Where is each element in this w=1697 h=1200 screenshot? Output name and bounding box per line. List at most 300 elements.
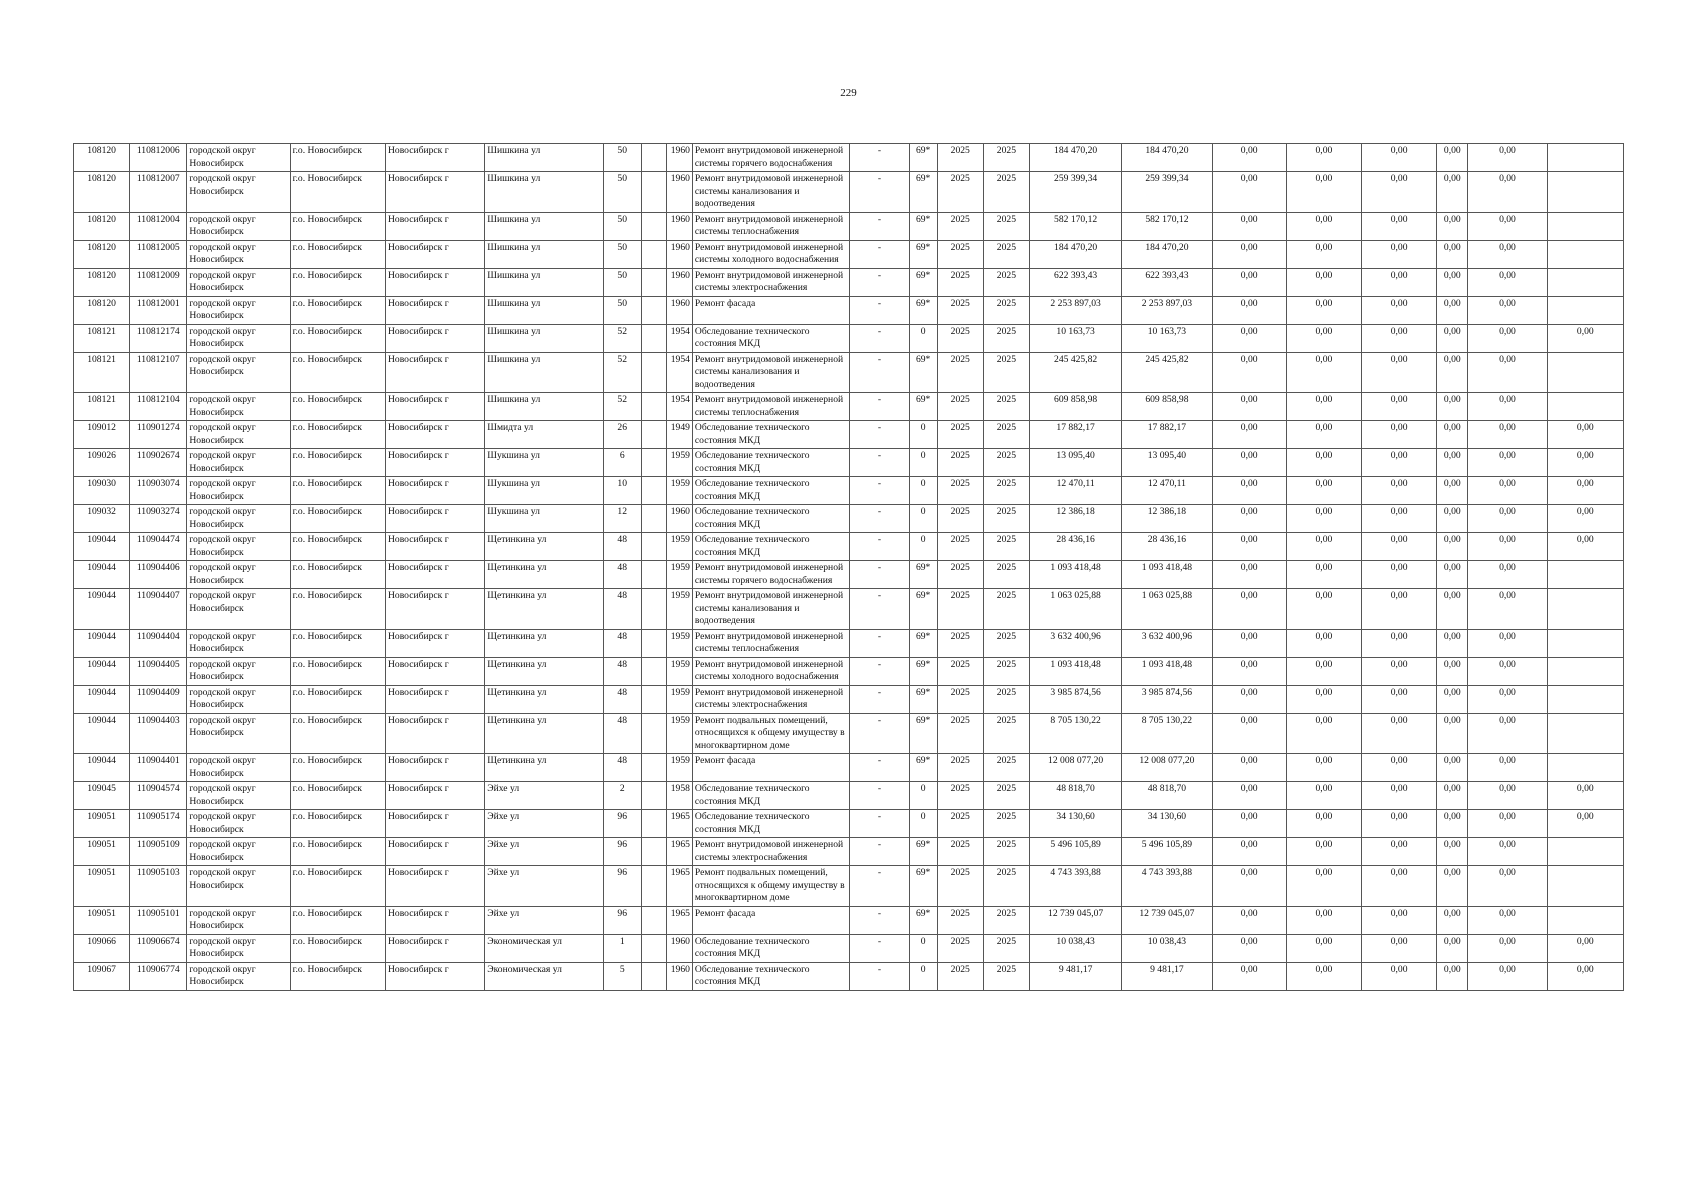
cell-district: г.о. Новосибирск xyxy=(290,589,385,630)
cell-dash-cell: - xyxy=(850,268,909,296)
cell-municipality: городской округ Новосибирск xyxy=(187,324,290,352)
cell-fund-cost: 34 130,60 xyxy=(1122,810,1212,838)
cell-municipality: городской округ Новосибирск xyxy=(187,962,290,990)
cell-house-id: 108120 xyxy=(74,240,130,268)
cell-other-funds: 0,00 xyxy=(1468,324,1547,352)
cell-regional-funds: 0,00 xyxy=(1286,906,1361,934)
cell-settlement: Новосибирск г xyxy=(385,324,484,352)
cell-other-funds: 0,00 xyxy=(1468,144,1547,172)
cell-local-funds: 0,00 xyxy=(1362,505,1437,533)
table-row xyxy=(74,589,1624,630)
cell-house-id: 109051 xyxy=(74,906,130,934)
cell-year-built: 1960 xyxy=(666,172,692,213)
cell-building xyxy=(641,324,666,352)
cell-work-id: 110906774 xyxy=(130,962,187,990)
cell-dash-cell: - xyxy=(850,449,909,477)
cell-house-id: 109044 xyxy=(74,561,130,589)
cell-settlement: Новосибирск г xyxy=(385,838,484,866)
cell-other-funds: 0,00 xyxy=(1468,533,1547,561)
cell-federal-funds: 0,00 xyxy=(1212,713,1286,754)
cell-street: Эйхе ул xyxy=(485,782,603,810)
cell-total-cost: 1 063 025,88 xyxy=(1029,589,1121,630)
cell-end-year: 2025 xyxy=(983,324,1029,352)
cell-federal-funds: 0,00 xyxy=(1212,754,1286,782)
cell-house-number: 48 xyxy=(603,657,641,685)
cell-municipality: городской округ Новосибирск xyxy=(187,421,290,449)
cell-district: г.о. Новосибирск xyxy=(290,838,385,866)
cell-work-id: 110812107 xyxy=(130,352,187,393)
table-row xyxy=(74,906,1624,934)
cell-house-number: 52 xyxy=(603,352,641,393)
cell-dash-cell: - xyxy=(850,810,909,838)
cell-other-funds: 0,00 xyxy=(1468,629,1547,657)
cell-start-year: 2025 xyxy=(937,962,983,990)
cell-fund-cost: 10 163,73 xyxy=(1122,324,1212,352)
cell-house-id: 109044 xyxy=(74,589,130,630)
cell-municipality: городской округ Новосибирск xyxy=(187,533,290,561)
cell-extra-funds xyxy=(1547,754,1623,782)
cell-local-funds: 0,00 xyxy=(1362,172,1437,213)
cell-year-built: 1959 xyxy=(666,589,692,630)
cell-dash-cell: - xyxy=(850,754,909,782)
cell-year-built: 1959 xyxy=(666,561,692,589)
cell-regional-funds: 0,00 xyxy=(1286,589,1361,630)
table-row xyxy=(74,324,1624,352)
cell-municipality: городской округ Новосибирск xyxy=(187,838,290,866)
cell-wear-percent: 69* xyxy=(909,393,937,421)
cell-wear-percent: 69* xyxy=(909,866,937,907)
cell-settlement: Новосибирск г xyxy=(385,212,484,240)
cell-local-funds: 0,00 xyxy=(1362,866,1437,907)
cell-street: Шукшина ул xyxy=(485,477,603,505)
cell-other-funds: 0,00 xyxy=(1468,421,1547,449)
cell-local-funds: 0,00 xyxy=(1362,838,1437,866)
cell-work-type: Обследование технического состояния МКД xyxy=(692,477,850,505)
cell-start-year: 2025 xyxy=(937,505,983,533)
cell-municipality: городской округ Новосибирск xyxy=(187,934,290,962)
cell-building xyxy=(641,962,666,990)
cell-building xyxy=(641,240,666,268)
cell-work-id: 110904401 xyxy=(130,754,187,782)
cell-dash-cell: - xyxy=(850,144,909,172)
cell-federal-funds: 0,00 xyxy=(1212,657,1286,685)
cell-dash-cell: - xyxy=(850,533,909,561)
cell-extra-funds xyxy=(1547,144,1623,172)
cell-start-year: 2025 xyxy=(937,810,983,838)
cell-work-type: Ремонт внутридомовой инженерной системы холодного водоснабжения xyxy=(692,657,850,685)
cell-work-id: 110904403 xyxy=(130,713,187,754)
cell-dash-cell: - xyxy=(850,589,909,630)
cell-building xyxy=(641,629,666,657)
cell-street: Шукшина ул xyxy=(485,505,603,533)
cell-dash-cell: - xyxy=(850,934,909,962)
cell-work-id: 110904404 xyxy=(130,629,187,657)
cell-extra-funds: 0,00 xyxy=(1547,782,1623,810)
cell-end-year: 2025 xyxy=(983,240,1029,268)
cell-house-id: 109051 xyxy=(74,810,130,838)
cell-district: г.о. Новосибирск xyxy=(290,533,385,561)
cell-municipality: городской округ Новосибирск xyxy=(187,810,290,838)
cell-other-funds: 0,00 xyxy=(1468,449,1547,477)
cell-house-number: 96 xyxy=(603,866,641,907)
cell-other-funds: 0,00 xyxy=(1468,268,1547,296)
cell-settlement: Новосибирск г xyxy=(385,657,484,685)
cell-extra-funds xyxy=(1547,212,1623,240)
cell-settlement: Новосибирск г xyxy=(385,172,484,213)
cell-end-year: 2025 xyxy=(983,212,1029,240)
cell-settlement: Новосибирск г xyxy=(385,866,484,907)
cell-house-number: 50 xyxy=(603,240,641,268)
cell-street: Шишкина ул xyxy=(485,172,603,213)
cell-building xyxy=(641,713,666,754)
cell-owners-funds: 0,00 xyxy=(1437,657,1468,685)
cell-dash-cell: - xyxy=(850,393,909,421)
cell-house-id: 109051 xyxy=(74,838,130,866)
cell-settlement: Новосибирск г xyxy=(385,589,484,630)
cell-fund-cost: 1 093 418,48 xyxy=(1122,657,1212,685)
cell-total-cost: 8 705 130,22 xyxy=(1029,713,1121,754)
cell-owners-funds: 0,00 xyxy=(1437,838,1468,866)
cell-settlement: Новосибирск г xyxy=(385,240,484,268)
cell-other-funds: 0,00 xyxy=(1468,810,1547,838)
cell-total-cost: 10 038,43 xyxy=(1029,934,1121,962)
cell-municipality: городской округ Новосибирск xyxy=(187,561,290,589)
cell-federal-funds: 0,00 xyxy=(1212,561,1286,589)
cell-year-built: 1959 xyxy=(666,657,692,685)
table-row xyxy=(74,421,1624,449)
cell-extra-funds xyxy=(1547,838,1623,866)
cell-house-number: 5 xyxy=(603,962,641,990)
cell-year-built: 1965 xyxy=(666,906,692,934)
cell-year-built: 1960 xyxy=(666,962,692,990)
cell-other-funds: 0,00 xyxy=(1468,838,1547,866)
cell-district: г.о. Новосибирск xyxy=(290,296,385,324)
cell-work-id: 110905101 xyxy=(130,906,187,934)
cell-district: г.о. Новосибирск xyxy=(290,561,385,589)
cell-regional-funds: 0,00 xyxy=(1286,561,1361,589)
cell-work-id: 110904474 xyxy=(130,533,187,561)
cell-house-number: 52 xyxy=(603,393,641,421)
cell-extra-funds xyxy=(1547,561,1623,589)
cell-other-funds: 0,00 xyxy=(1468,212,1547,240)
cell-other-funds: 0,00 xyxy=(1468,172,1547,213)
cell-district: г.о. Новосибирск xyxy=(290,657,385,685)
cell-work-type: Ремонт внутридомовой инженерной системы электроснабжения xyxy=(692,685,850,713)
cell-work-type: Ремонт внутридомовой инженерной системы электроснабжения xyxy=(692,268,850,296)
cell-end-year: 2025 xyxy=(983,393,1029,421)
cell-settlement: Новосибирск г xyxy=(385,352,484,393)
cell-start-year: 2025 xyxy=(937,449,983,477)
cell-regional-funds: 0,00 xyxy=(1286,533,1361,561)
cell-regional-funds: 0,00 xyxy=(1286,477,1361,505)
cell-extra-funds xyxy=(1547,352,1623,393)
cell-year-built: 1954 xyxy=(666,352,692,393)
cell-federal-funds: 0,00 xyxy=(1212,449,1286,477)
cell-fund-cost: 245 425,82 xyxy=(1122,352,1212,393)
cell-extra-funds: 0,00 xyxy=(1547,533,1623,561)
cell-other-funds: 0,00 xyxy=(1468,962,1547,990)
cell-work-type: Ремонт фасада xyxy=(692,906,850,934)
cell-district: г.о. Новосибирск xyxy=(290,810,385,838)
cell-federal-funds: 0,00 xyxy=(1212,352,1286,393)
cell-end-year: 2025 xyxy=(983,713,1029,754)
cell-federal-funds: 0,00 xyxy=(1212,589,1286,630)
cell-owners-funds: 0,00 xyxy=(1437,449,1468,477)
cell-work-id: 110812009 xyxy=(130,268,187,296)
cell-work-id: 110901274 xyxy=(130,421,187,449)
cell-district: г.о. Новосибирск xyxy=(290,866,385,907)
cell-district: г.о. Новосибирск xyxy=(290,477,385,505)
cell-building xyxy=(641,934,666,962)
cell-extra-funds xyxy=(1547,393,1623,421)
table-row xyxy=(74,393,1624,421)
cell-work-type: Обследование технического состояния МКД xyxy=(692,934,850,962)
cell-total-cost: 2 253 897,03 xyxy=(1029,296,1121,324)
table-row xyxy=(74,212,1624,240)
cell-building xyxy=(641,477,666,505)
cell-work-type: Ремонт внутридомовой инженерной системы электроснабжения xyxy=(692,838,850,866)
cell-local-funds: 0,00 xyxy=(1362,934,1437,962)
cell-federal-funds: 0,00 xyxy=(1212,810,1286,838)
registry-table xyxy=(73,143,1624,991)
cell-street: Щетинкина ул xyxy=(485,629,603,657)
cell-start-year: 2025 xyxy=(937,906,983,934)
cell-year-built: 1959 xyxy=(666,629,692,657)
cell-federal-funds: 0,00 xyxy=(1212,296,1286,324)
cell-dash-cell: - xyxy=(850,505,909,533)
cell-municipality: городской округ Новосибирск xyxy=(187,296,290,324)
cell-dash-cell: - xyxy=(850,713,909,754)
cell-federal-funds: 0,00 xyxy=(1212,934,1286,962)
cell-settlement: Новосибирск г xyxy=(385,449,484,477)
cell-settlement: Новосибирск г xyxy=(385,505,484,533)
cell-start-year: 2025 xyxy=(937,212,983,240)
cell-owners-funds: 0,00 xyxy=(1437,172,1468,213)
cell-house-id: 108121 xyxy=(74,324,130,352)
cell-work-id: 110904574 xyxy=(130,782,187,810)
cell-end-year: 2025 xyxy=(983,866,1029,907)
cell-start-year: 2025 xyxy=(937,268,983,296)
cell-other-funds: 0,00 xyxy=(1468,866,1547,907)
cell-house-number: 48 xyxy=(603,561,641,589)
cell-extra-funds: 0,00 xyxy=(1547,934,1623,962)
table-row xyxy=(74,561,1624,589)
cell-federal-funds: 0,00 xyxy=(1212,962,1286,990)
cell-year-built: 1959 xyxy=(666,754,692,782)
cell-owners-funds: 0,00 xyxy=(1437,962,1468,990)
cell-wear-percent: 69* xyxy=(909,629,937,657)
cell-house-id: 108120 xyxy=(74,144,130,172)
cell-start-year: 2025 xyxy=(937,713,983,754)
cell-district: г.о. Новосибирск xyxy=(290,393,385,421)
cell-street: Шишкина ул xyxy=(485,393,603,421)
cell-work-id: 110905103 xyxy=(130,866,187,907)
cell-regional-funds: 0,00 xyxy=(1286,838,1361,866)
cell-regional-funds: 0,00 xyxy=(1286,324,1361,352)
cell-local-funds: 0,00 xyxy=(1362,561,1437,589)
cell-extra-funds: 0,00 xyxy=(1547,477,1623,505)
cell-work-type: Ремонт внутридомовой инженерной системы канализования и водоотведения xyxy=(692,172,850,213)
cell-district: г.о. Новосибирск xyxy=(290,268,385,296)
cell-owners-funds: 0,00 xyxy=(1437,934,1468,962)
cell-year-built: 1965 xyxy=(666,866,692,907)
cell-total-cost: 12 470,11 xyxy=(1029,477,1121,505)
cell-extra-funds xyxy=(1547,629,1623,657)
cell-federal-funds: 0,00 xyxy=(1212,477,1286,505)
cell-other-funds: 0,00 xyxy=(1468,782,1547,810)
cell-municipality: городской округ Новосибирск xyxy=(187,589,290,630)
cell-work-id: 110812007 xyxy=(130,172,187,213)
cell-regional-funds: 0,00 xyxy=(1286,505,1361,533)
cell-district: г.о. Новосибирск xyxy=(290,352,385,393)
cell-building xyxy=(641,268,666,296)
cell-house-id: 109045 xyxy=(74,782,130,810)
cell-fund-cost: 4 743 393,88 xyxy=(1122,866,1212,907)
cell-year-built: 1960 xyxy=(666,934,692,962)
cell-municipality: городской округ Новосибирск xyxy=(187,906,290,934)
cell-total-cost: 12 739 045,07 xyxy=(1029,906,1121,934)
cell-settlement: Новосибирск г xyxy=(385,296,484,324)
cell-work-id: 110812174 xyxy=(130,324,187,352)
cell-year-built: 1965 xyxy=(666,838,692,866)
cell-municipality: городской округ Новосибирск xyxy=(187,657,290,685)
cell-wear-percent: 69* xyxy=(909,561,937,589)
cell-work-id: 110904406 xyxy=(130,561,187,589)
cell-other-funds: 0,00 xyxy=(1468,352,1547,393)
cell-wear-percent: 0 xyxy=(909,324,937,352)
cell-owners-funds: 0,00 xyxy=(1437,268,1468,296)
cell-building xyxy=(641,505,666,533)
cell-start-year: 2025 xyxy=(937,754,983,782)
cell-wear-percent: 0 xyxy=(909,533,937,561)
cell-total-cost: 1 093 418,48 xyxy=(1029,561,1121,589)
cell-wear-percent: 69* xyxy=(909,352,937,393)
cell-house-id: 109066 xyxy=(74,934,130,962)
cell-total-cost: 582 170,12 xyxy=(1029,212,1121,240)
cell-work-id: 110905109 xyxy=(130,838,187,866)
cell-settlement: Новосибирск г xyxy=(385,934,484,962)
cell-extra-funds xyxy=(1547,685,1623,713)
cell-house-id: 108121 xyxy=(74,352,130,393)
cell-municipality: городской округ Новосибирск xyxy=(187,144,290,172)
cell-fund-cost: 12 739 045,07 xyxy=(1122,906,1212,934)
cell-local-funds: 0,00 xyxy=(1362,906,1437,934)
cell-wear-percent: 0 xyxy=(909,810,937,838)
cell-owners-funds: 0,00 xyxy=(1437,393,1468,421)
cell-other-funds: 0,00 xyxy=(1468,561,1547,589)
cell-start-year: 2025 xyxy=(937,685,983,713)
cell-local-funds: 0,00 xyxy=(1362,144,1437,172)
cell-owners-funds: 0,00 xyxy=(1437,352,1468,393)
cell-house-id: 108120 xyxy=(74,268,130,296)
cell-total-cost: 609 858,98 xyxy=(1029,393,1121,421)
cell-fund-cost: 8 705 130,22 xyxy=(1122,713,1212,754)
table-row xyxy=(74,268,1624,296)
cell-regional-funds: 0,00 xyxy=(1286,352,1361,393)
cell-fund-cost: 1 063 025,88 xyxy=(1122,589,1212,630)
cell-house-id: 109067 xyxy=(74,962,130,990)
cell-dash-cell: - xyxy=(850,212,909,240)
cell-wear-percent: 0 xyxy=(909,449,937,477)
cell-local-funds: 0,00 xyxy=(1362,352,1437,393)
cell-settlement: Новосибирск г xyxy=(385,810,484,838)
cell-year-built: 1960 xyxy=(666,212,692,240)
cell-wear-percent: 0 xyxy=(909,477,937,505)
cell-district: г.о. Новосибирск xyxy=(290,934,385,962)
cell-regional-funds: 0,00 xyxy=(1286,212,1361,240)
cell-start-year: 2025 xyxy=(937,324,983,352)
cell-dash-cell: - xyxy=(850,685,909,713)
cell-fund-cost: 28 436,16 xyxy=(1122,533,1212,561)
cell-municipality: городской округ Новосибирск xyxy=(187,393,290,421)
cell-total-cost: 3 632 400,96 xyxy=(1029,629,1121,657)
cell-municipality: городской округ Новосибирск xyxy=(187,754,290,782)
cell-street: Шишкина ул xyxy=(485,212,603,240)
cell-other-funds: 0,00 xyxy=(1468,713,1547,754)
cell-owners-funds: 0,00 xyxy=(1437,144,1468,172)
cell-start-year: 2025 xyxy=(937,782,983,810)
cell-municipality: городской округ Новосибирск xyxy=(187,352,290,393)
cell-federal-funds: 0,00 xyxy=(1212,505,1286,533)
cell-building xyxy=(641,685,666,713)
cell-work-id: 110904407 xyxy=(130,589,187,630)
cell-federal-funds: 0,00 xyxy=(1212,144,1286,172)
cell-district: г.о. Новосибирск xyxy=(290,685,385,713)
cell-start-year: 2025 xyxy=(937,477,983,505)
cell-settlement: Новосибирск г xyxy=(385,144,484,172)
cell-street: Щетинкина ул xyxy=(485,657,603,685)
cell-total-cost: 4 743 393,88 xyxy=(1029,866,1121,907)
cell-extra-funds: 0,00 xyxy=(1547,810,1623,838)
cell-end-year: 2025 xyxy=(983,782,1029,810)
cell-work-id: 110904409 xyxy=(130,685,187,713)
cell-street: Щетинкина ул xyxy=(485,685,603,713)
cell-street: Шишкина ул xyxy=(485,144,603,172)
cell-district: г.о. Новосибирск xyxy=(290,962,385,990)
cell-extra-funds xyxy=(1547,589,1623,630)
cell-building xyxy=(641,906,666,934)
cell-end-year: 2025 xyxy=(983,561,1029,589)
cell-wear-percent: 69* xyxy=(909,657,937,685)
cell-wear-percent: 69* xyxy=(909,268,937,296)
table-row xyxy=(74,782,1624,810)
table-row xyxy=(74,505,1624,533)
cell-municipality: городской округ Новосибирск xyxy=(187,240,290,268)
cell-building xyxy=(641,144,666,172)
cell-house-id: 109044 xyxy=(74,533,130,561)
cell-wear-percent: 0 xyxy=(909,962,937,990)
cell-end-year: 2025 xyxy=(983,352,1029,393)
cell-house-number: 96 xyxy=(603,838,641,866)
cell-start-year: 2025 xyxy=(937,393,983,421)
cell-local-funds: 0,00 xyxy=(1362,268,1437,296)
cell-house-number: 12 xyxy=(603,505,641,533)
cell-year-built: 1959 xyxy=(666,449,692,477)
cell-work-id: 110904405 xyxy=(130,657,187,685)
cell-fund-cost: 582 170,12 xyxy=(1122,212,1212,240)
cell-regional-funds: 0,00 xyxy=(1286,782,1361,810)
cell-regional-funds: 0,00 xyxy=(1286,629,1361,657)
cell-year-built: 1965 xyxy=(666,810,692,838)
cell-other-funds: 0,00 xyxy=(1468,657,1547,685)
cell-extra-funds xyxy=(1547,240,1623,268)
cell-dash-cell: - xyxy=(850,866,909,907)
cell-fund-cost: 2 253 897,03 xyxy=(1122,296,1212,324)
cell-work-id: 110902674 xyxy=(130,449,187,477)
cell-owners-funds: 0,00 xyxy=(1437,533,1468,561)
cell-wear-percent: 69* xyxy=(909,144,937,172)
cell-wear-percent: 69* xyxy=(909,754,937,782)
